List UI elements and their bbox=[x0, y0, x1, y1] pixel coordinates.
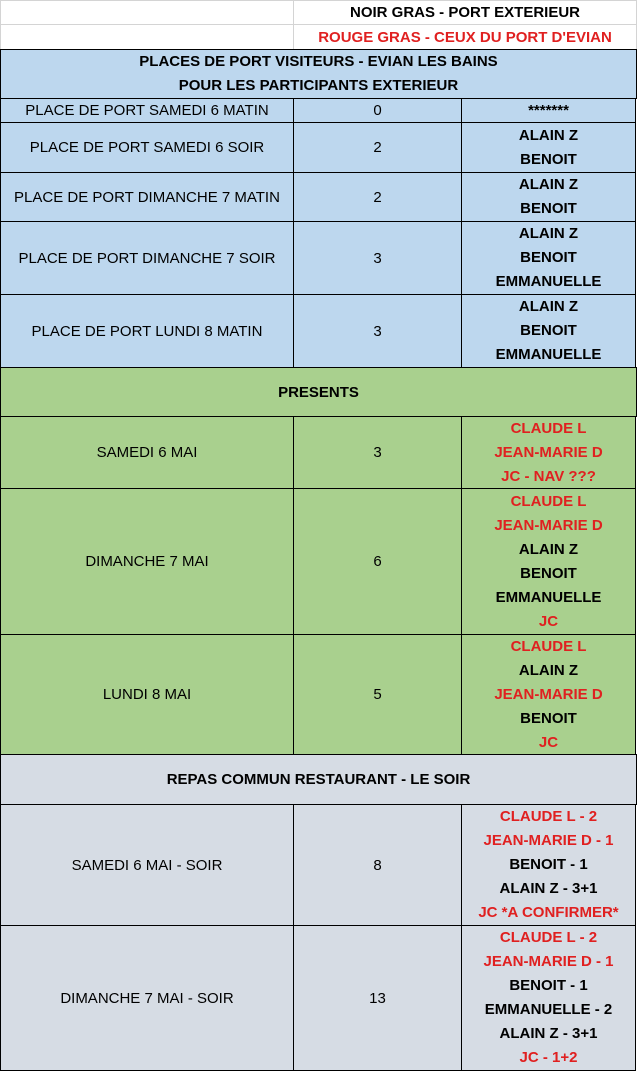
participant-name: ALAIN Z bbox=[518, 225, 579, 242]
repas-count-cell[interactable]: 13 bbox=[293, 925, 462, 1071]
presents-count-cell[interactable]: 5 bbox=[293, 634, 462, 755]
participant-name: ALAIN Z bbox=[518, 126, 579, 144]
presents-row bbox=[0, 488, 637, 635]
places-row bbox=[0, 172, 637, 222]
participant-name: BENOIT - 1 bbox=[509, 977, 588, 994]
participant-name: ALAIN Z bbox=[518, 298, 579, 315]
participant-name: JC bbox=[538, 612, 559, 630]
participant-name: BENOIT - 1 bbox=[509, 856, 588, 873]
legend-row-red bbox=[0, 24, 637, 50]
places-row bbox=[0, 221, 637, 295]
participant-name: JC - NAV ??? bbox=[501, 467, 596, 485]
legend-red-bold[interactable]: ROUGE GRAS - CEUX DU PORT D'EVIAN bbox=[293, 24, 637, 50]
participant-name: ******* bbox=[528, 101, 569, 119]
participant-name: CLAUDE L - 2 bbox=[499, 808, 598, 825]
participant-name: JC *A CONFIRMER* bbox=[478, 904, 619, 921]
places-count-cell[interactable]: 2 bbox=[293, 122, 462, 173]
repas-row bbox=[0, 804, 637, 926]
places-row bbox=[0, 294, 637, 368]
legend-row-black bbox=[0, 0, 637, 25]
repas-title-row bbox=[0, 754, 637, 805]
places-count-cell[interactable]: 3 bbox=[293, 294, 462, 368]
participant-name: BENOIT bbox=[520, 200, 577, 217]
places-label-cell[interactable]: PLACE DE PORT SAMEDI 6 MATIN bbox=[0, 98, 294, 123]
participant-name: EMMANUELLE - 2 bbox=[484, 1001, 613, 1018]
places-names-cell[interactable] bbox=[461, 98, 636, 123]
presents-count-cell[interactable]: 3 bbox=[293, 416, 462, 489]
places-label-cell[interactable]: PLACE DE PORT SAMEDI 6 SOIR bbox=[0, 122, 294, 173]
places-row bbox=[0, 98, 637, 123]
participant-name: BENOIT bbox=[520, 709, 577, 727]
repas-row bbox=[0, 925, 637, 1071]
participant-name: ALAIN Z - 3+1 bbox=[499, 1025, 598, 1042]
places-label-cell[interactable]: PLACE DE PORT DIMANCHE 7 MATIN bbox=[0, 172, 294, 222]
places-title-row bbox=[0, 49, 637, 99]
participant-name: CLAUDE L bbox=[510, 419, 587, 437]
legend-black-bold[interactable]: NOIR GRAS - PORT EXTERIEUR bbox=[293, 0, 637, 25]
participant-name: EMMANUELLE bbox=[495, 346, 602, 363]
repas-names-cell[interactable] bbox=[461, 804, 636, 926]
presents-label-cell[interactable]: LUNDI 8 MAI bbox=[0, 634, 294, 755]
legend-empty-cell[interactable] bbox=[0, 24, 294, 50]
presents-names-cell[interactable] bbox=[461, 488, 636, 635]
presents-names-cell[interactable] bbox=[461, 416, 636, 489]
participant-name: JEAN-MARIE D - 1 bbox=[483, 953, 614, 970]
presents-title[interactable]: PRESENTS bbox=[0, 367, 637, 417]
presents-names-cell[interactable] bbox=[461, 634, 636, 755]
participant-name: CLAUDE L - 2 bbox=[499, 929, 598, 946]
places-row bbox=[0, 122, 637, 173]
participant-name: BENOIT bbox=[520, 249, 577, 266]
places-count-cell[interactable]: 3 bbox=[293, 221, 462, 295]
repas-title[interactable]: REPAS COMMUN RESTAURANT - LE SOIR bbox=[0, 754, 637, 805]
places-names-cell[interactable] bbox=[461, 172, 636, 222]
presents-row bbox=[0, 416, 637, 489]
places-label-cell[interactable]: PLACE DE PORT LUNDI 8 MATIN bbox=[0, 294, 294, 368]
participant-name: CLAUDE L bbox=[510, 637, 587, 655]
places-label-cell[interactable]: PLACE DE PORT DIMANCHE 7 SOIR bbox=[0, 221, 294, 295]
presents-label-cell[interactable]: DIMANCHE 7 MAI bbox=[0, 488, 294, 635]
presents-title-row bbox=[0, 367, 637, 417]
participant-name: JC bbox=[538, 733, 559, 751]
participant-name: JEAN-MARIE D bbox=[494, 443, 603, 461]
repas-count-cell[interactable]: 8 bbox=[293, 804, 462, 926]
participant-name: CLAUDE L bbox=[510, 492, 587, 510]
participant-name: ALAIN Z bbox=[518, 176, 579, 193]
participant-name: EMMANUELLE bbox=[495, 273, 602, 290]
places-names-cell[interactable] bbox=[461, 221, 636, 295]
repas-label-cell[interactable]: DIMANCHE 7 MAI - SOIR bbox=[0, 925, 294, 1071]
places-names-cell[interactable] bbox=[461, 122, 636, 173]
places-count-cell[interactable]: 2 bbox=[293, 172, 462, 222]
presents-row bbox=[0, 634, 637, 755]
places-title-line1: PLACES DE PORT VISITEURS - EVIAN LES BAINS bbox=[139, 53, 498, 70]
participant-name: JEAN-MARIE D bbox=[494, 685, 603, 703]
places-title[interactable] bbox=[0, 49, 637, 99]
presents-count-cell[interactable]: 6 bbox=[293, 488, 462, 635]
participant-name: BENOIT bbox=[520, 322, 577, 339]
places-title-line2: POUR LES PARTICIPANTS EXTERIEUR bbox=[178, 77, 459, 94]
legend-empty-cell[interactable] bbox=[0, 0, 294, 25]
participant-name: JEAN-MARIE D - 1 bbox=[483, 832, 614, 849]
participant-name: EMMANUELLE bbox=[495, 588, 602, 606]
participant-name: BENOIT bbox=[520, 150, 577, 168]
repas-names-cell[interactable] bbox=[461, 925, 636, 1071]
participant-name: BENOIT bbox=[520, 564, 577, 582]
participant-name: ALAIN Z - 3+1 bbox=[499, 880, 598, 897]
participant-name: ALAIN Z bbox=[518, 540, 579, 558]
repas-label-cell[interactable]: SAMEDI 6 MAI - SOIR bbox=[0, 804, 294, 926]
places-names-cell[interactable] bbox=[461, 294, 636, 368]
places-count-cell[interactable]: 0 bbox=[293, 98, 462, 123]
participant-name: JEAN-MARIE D bbox=[494, 516, 603, 534]
participant-name: JC - 1+2 bbox=[519, 1049, 578, 1066]
presents-label-cell[interactable]: SAMEDI 6 MAI bbox=[0, 416, 294, 489]
participant-name: ALAIN Z bbox=[518, 661, 579, 679]
